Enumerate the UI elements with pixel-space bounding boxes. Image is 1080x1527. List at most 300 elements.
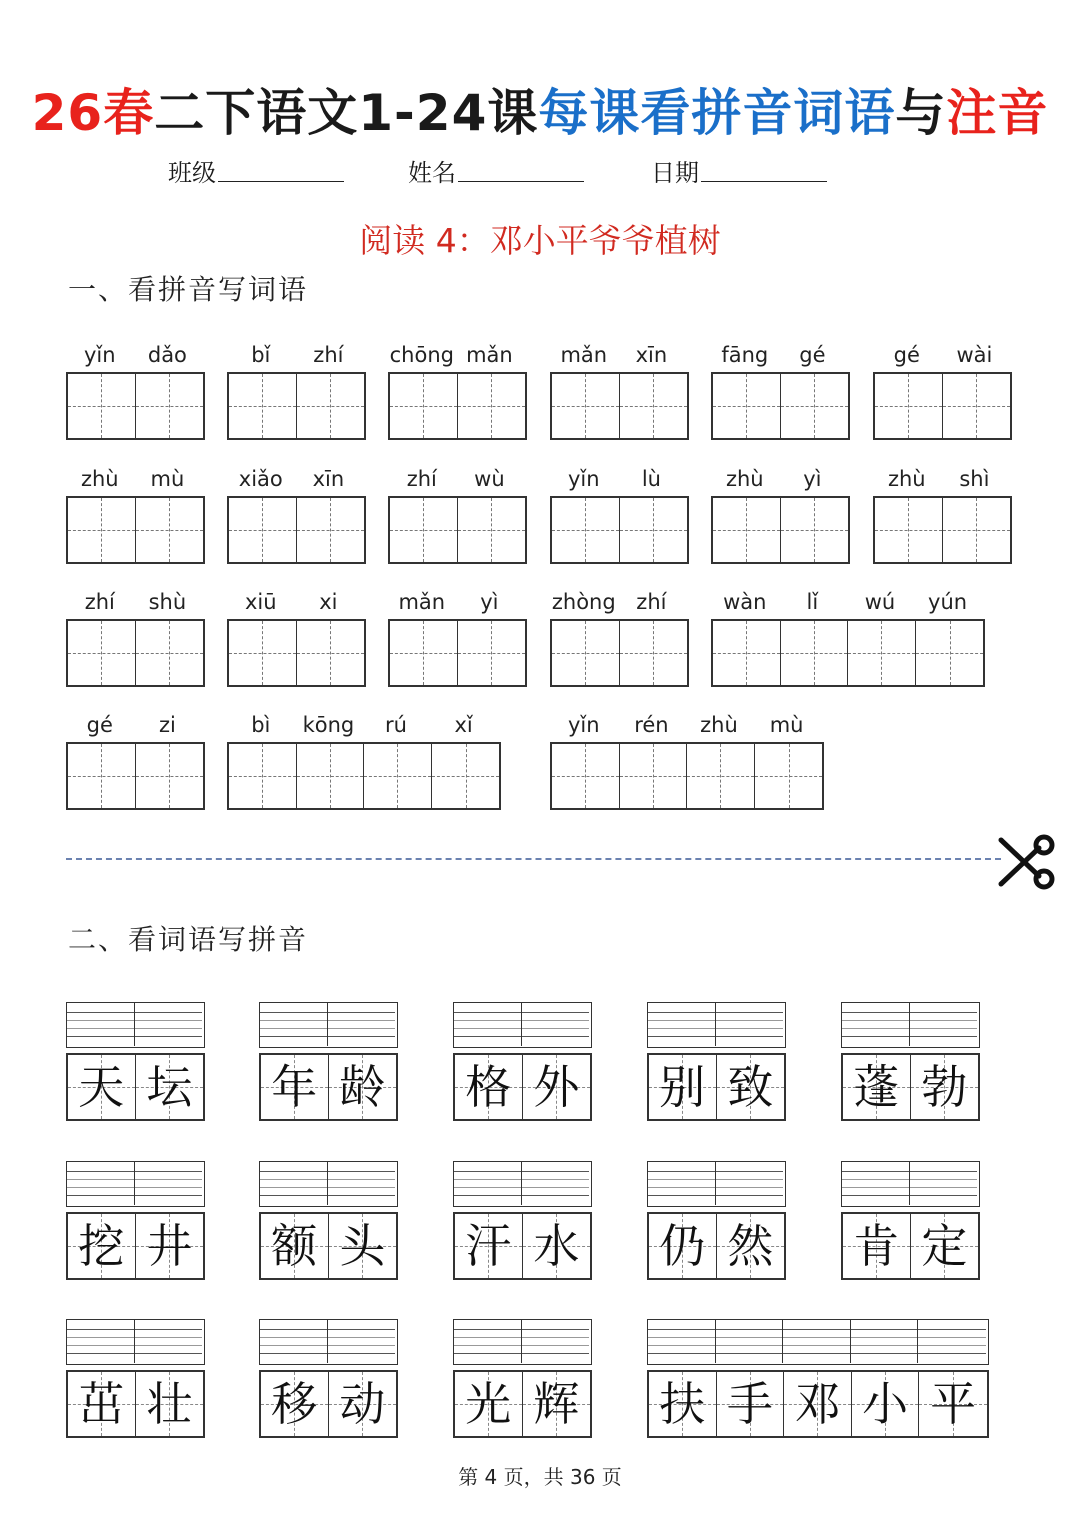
writing-box-row [550, 619, 689, 687]
character: 手 [726, 1377, 773, 1431]
tianzige-box[interactable] [781, 374, 849, 438]
pinyin-line-cell[interactable] [135, 1162, 203, 1205]
pinyin-group [388, 338, 527, 440]
pinyin-syllable: yì [803, 467, 822, 491]
pinyin-row [227, 462, 366, 496]
pinyin-row [711, 338, 850, 372]
character-cell [261, 1055, 329, 1119]
character-cell [843, 1214, 911, 1278]
pinyin-group [711, 462, 850, 564]
character: 辉 [533, 1377, 580, 1431]
pinyin-line-cell[interactable] [328, 1320, 396, 1363]
pinyin-line-cell[interactable] [648, 1162, 716, 1205]
name-field[interactable] [408, 155, 584, 191]
tianzige-box[interactable] [713, 621, 781, 685]
writing-box-row [227, 372, 366, 440]
pinyin-group [66, 585, 205, 687]
tianzige-box[interactable] [229, 374, 297, 438]
tianzige-box[interactable] [136, 621, 204, 685]
character: 肯 [853, 1219, 900, 1273]
tianzige-box[interactable] [432, 744, 500, 808]
writing-box-row [873, 372, 1012, 440]
character-cell [261, 1372, 329, 1436]
pinyin-line-cell[interactable] [135, 1320, 203, 1363]
pinyin-syllable: wú [864, 590, 896, 614]
pinyin-group [66, 462, 205, 564]
character: 光 [465, 1377, 512, 1431]
pinyin-line-cell[interactable] [454, 1320, 522, 1363]
tianzige-box[interactable] [552, 498, 620, 562]
character-box-row [647, 1212, 786, 1280]
tianzige-box[interactable] [713, 498, 781, 562]
name-blank[interactable] [458, 155, 584, 182]
pinyin-line-cell[interactable] [260, 1003, 328, 1046]
tianzige-box[interactable] [620, 498, 688, 562]
tianzige-box[interactable] [458, 621, 526, 685]
pinyin-syllable: fāng [721, 343, 769, 367]
character: 扶 [659, 1377, 706, 1431]
pinyin-syllable: kōng [302, 713, 355, 737]
character-box-row [259, 1212, 398, 1280]
pinyin-group [227, 338, 366, 440]
pinyin-line-cell[interactable] [522, 1162, 590, 1205]
character: 外 [533, 1060, 580, 1114]
pinyin-group [550, 585, 689, 687]
class-label: 班级 [168, 159, 216, 187]
pinyin-line-cell[interactable] [135, 1003, 203, 1046]
pinyin-syllable: rú [385, 713, 407, 737]
character: 天 [78, 1060, 125, 1114]
pinyin-syllable: yì [480, 590, 499, 614]
pinyin-syllable: zhí [406, 467, 437, 491]
pinyin-syllable: wài [956, 343, 993, 367]
pinyin-group [227, 585, 366, 687]
pinyin-syllable: xīn [635, 343, 668, 367]
character-cell [136, 1372, 204, 1436]
pinyin-line-cell[interactable] [67, 1162, 135, 1205]
word-group [841, 1161, 980, 1280]
pinyin-row [550, 585, 689, 619]
pinyin-writing-lines [841, 1161, 980, 1207]
tianzige-box[interactable] [136, 374, 204, 438]
pinyin-writing-lines [66, 1319, 205, 1365]
tianzige-box[interactable] [620, 744, 688, 808]
pinyin-line-cell[interactable] [522, 1320, 590, 1363]
pinyin-syllable: xiǎo [238, 467, 283, 491]
writing-box-row [388, 496, 527, 564]
character: 然 [727, 1219, 774, 1273]
writing-box-row [711, 372, 850, 440]
pinyin-syllable: xiū [245, 590, 277, 614]
character-cell [261, 1214, 329, 1278]
class-field[interactable] [168, 155, 344, 191]
character-cell [329, 1372, 397, 1436]
tianzige-box[interactable] [687, 744, 755, 808]
character-cell [911, 1214, 979, 1278]
pinyin-syllable: wù [474, 467, 505, 491]
pinyin-writing-lines [453, 1161, 592, 1207]
pinyin-row [711, 585, 985, 619]
tianzige-box[interactable] [297, 498, 365, 562]
character-cell [329, 1214, 397, 1278]
character-cell [455, 1214, 523, 1278]
tianzige-box[interactable] [297, 621, 365, 685]
character-box-row [453, 1212, 592, 1280]
tianzige-box[interactable] [755, 744, 823, 808]
writing-box-row [550, 496, 689, 564]
character-box-row [66, 1053, 205, 1121]
character-cell [717, 1214, 785, 1278]
word-group [66, 1319, 205, 1438]
pinyin-line-cell[interactable] [910, 1162, 978, 1205]
writing-box-row [550, 742, 824, 810]
pinyin-line-cell[interactable] [454, 1003, 522, 1046]
writing-box-row [66, 372, 205, 440]
pinyin-row [388, 585, 527, 619]
name-label: 姓名 [408, 159, 456, 187]
writing-box-row [711, 619, 985, 687]
pinyin-line-cell[interactable] [260, 1162, 328, 1205]
pinyin-line-cell[interactable] [851, 1320, 919, 1363]
pinyin-syllable: dǎo [147, 343, 187, 367]
character-box-row [259, 1370, 398, 1438]
pinyin-row [550, 338, 689, 372]
pinyin-line-cell[interactable] [648, 1320, 716, 1363]
pinyin-syllable: zhí [313, 343, 344, 367]
pinyin-syllable: zhù [725, 467, 764, 491]
pinyin-syllable: yǐn [568, 713, 600, 737]
character: 汗 [465, 1219, 512, 1273]
pinyin-writing-lines [841, 1002, 980, 1048]
character-cell [455, 1055, 523, 1119]
character: 定 [921, 1219, 968, 1273]
character: 壮 [146, 1377, 193, 1431]
word-group [259, 1161, 398, 1280]
pinyin-row [227, 338, 366, 372]
pinyin-writing-lines [453, 1002, 592, 1048]
character-cell [649, 1214, 717, 1278]
character: 年 [271, 1060, 318, 1114]
date-label: 日期 [651, 159, 699, 187]
tianzige-box[interactable] [297, 374, 365, 438]
word-group [647, 1002, 786, 1121]
writing-box-row [66, 496, 205, 564]
pinyin-row [873, 462, 1012, 496]
tianzige-box[interactable] [229, 744, 297, 808]
pinyin-syllable: xīn [312, 467, 345, 491]
pinyin-row [66, 462, 205, 496]
tianzige-box[interactable] [875, 498, 943, 562]
pinyin-line-cell[interactable] [910, 1003, 978, 1046]
pinyin-line-cell[interactable] [328, 1162, 396, 1205]
character-cell [136, 1214, 204, 1278]
tianzige-box[interactable] [297, 744, 365, 808]
date-blank[interactable] [701, 155, 827, 182]
pinyin-group [550, 708, 824, 810]
pinyin-syllable: zhù [80, 467, 119, 491]
pinyin-syllable: xǐ [454, 713, 473, 737]
word-group [453, 1319, 592, 1438]
pinyin-syllable: yún [928, 590, 968, 614]
character-cell [649, 1055, 717, 1119]
character-box-row [453, 1370, 592, 1438]
tianzige-box[interactable] [390, 498, 458, 562]
pinyin-line-cell[interactable] [783, 1320, 851, 1363]
pinyin-syllable: chōng [389, 343, 454, 367]
character-cell [843, 1055, 911, 1119]
character-box-row [259, 1053, 398, 1121]
character-cell [329, 1055, 397, 1119]
writing-box-row [388, 619, 527, 687]
character-cell [68, 1214, 136, 1278]
tianzige-box[interactable] [943, 498, 1011, 562]
pinyin-syllable: mǎn [466, 343, 513, 367]
pinyin-row [388, 462, 527, 496]
pinyin-syllable: mù [150, 467, 185, 491]
pinyin-syllable: zhí [636, 590, 667, 614]
character: 头 [339, 1219, 386, 1273]
character-cell [784, 1372, 852, 1436]
pinyin-syllable: wàn [723, 590, 767, 614]
pinyin-syllable: zhòng [551, 590, 616, 614]
title-part-red-2: 注音 [946, 84, 1049, 142]
character: 坛 [146, 1060, 193, 1114]
character-cell [717, 1055, 785, 1119]
pinyin-group [711, 585, 985, 687]
pinyin-group [873, 462, 1012, 564]
lesson-title: 阅读 4：邓小平爷爷植树 [359, 221, 721, 260]
character: 挖 [78, 1219, 125, 1273]
cut-line [66, 858, 1001, 860]
tianzige-box[interactable] [136, 498, 204, 562]
tianzige-box[interactable] [229, 621, 297, 685]
pinyin-line-cell[interactable] [842, 1003, 910, 1046]
character-box-row [647, 1053, 786, 1121]
pinyin-syllable: xi [319, 590, 338, 614]
character: 龄 [339, 1060, 386, 1114]
tianzige-box[interactable] [875, 374, 943, 438]
character: 井 [146, 1219, 193, 1273]
title-part-red-1: 26春 [31, 84, 155, 142]
tianzige-box[interactable] [848, 621, 916, 685]
writing-box-row [388, 372, 527, 440]
pinyin-syllable: gé [799, 343, 826, 367]
pinyin-writing-lines [259, 1161, 398, 1207]
character-cell [136, 1055, 204, 1119]
word-group [453, 1161, 592, 1280]
tianzige-box[interactable] [68, 374, 136, 438]
word-group [259, 1319, 398, 1438]
writing-box-row [227, 619, 366, 687]
character: 格 [465, 1060, 512, 1114]
pinyin-line-cell[interactable] [648, 1003, 716, 1046]
pinyin-group [388, 585, 527, 687]
pinyin-writing-lines [66, 1161, 205, 1207]
pinyin-row [227, 708, 501, 742]
pinyin-syllable: zi [158, 713, 176, 737]
tianzige-box[interactable] [781, 621, 849, 685]
pinyin-row [66, 585, 205, 619]
pinyin-line-cell[interactable] [522, 1003, 590, 1046]
pinyin-group [550, 338, 689, 440]
pinyin-syllable: gé [893, 343, 920, 367]
pinyin-syllable: bǐ [251, 343, 271, 367]
tianzige-box[interactable] [620, 621, 688, 685]
pinyin-group [388, 462, 527, 564]
section1-title: 一、看拼音写词语 [68, 273, 309, 306]
pinyin-writing-lines [647, 1161, 786, 1207]
pinyin-syllable: bì [251, 713, 271, 737]
writing-box-row [227, 496, 366, 564]
pinyin-writing-lines [259, 1002, 398, 1048]
writing-box-row [550, 372, 689, 440]
pinyin-row [711, 462, 850, 496]
pinyin-row [66, 338, 205, 372]
section2-title: 二、看词语写拼音 [68, 923, 309, 956]
pinyin-syllable: gé [86, 713, 113, 737]
pinyin-line-cell[interactable] [842, 1162, 910, 1205]
tianzige-box[interactable] [943, 374, 1011, 438]
pinyin-syllable: lù [641, 467, 661, 491]
character-box-row [453, 1053, 592, 1121]
tianzige-box[interactable] [390, 374, 458, 438]
character-cell [523, 1372, 591, 1436]
tianzige-box[interactable] [68, 621, 136, 685]
character: 邓 [794, 1377, 841, 1431]
character: 蓬 [853, 1060, 900, 1114]
pinyin-syllable: yǐn [568, 467, 600, 491]
pinyin-line-cell[interactable] [918, 1320, 986, 1363]
tianzige-box[interactable] [620, 374, 688, 438]
tianzige-box[interactable] [458, 374, 526, 438]
pinyin-writing-lines [647, 1002, 786, 1048]
pinyin-group [873, 338, 1012, 440]
class-blank[interactable] [218, 155, 344, 182]
pinyin-line-cell[interactable] [67, 1320, 135, 1363]
pinyin-syllable: mǎn [560, 343, 608, 367]
title-part-blue: 每课看拼音词语 [538, 84, 896, 142]
page-title [0, 78, 1080, 148]
pinyin-syllable: zhù [887, 467, 926, 491]
tianzige-box[interactable] [68, 498, 136, 562]
character-cell [717, 1372, 785, 1436]
character-cell [68, 1372, 136, 1436]
pinyin-syllable: lǐ [806, 590, 819, 614]
character-box-row [647, 1370, 989, 1438]
tianzige-box[interactable] [458, 498, 526, 562]
character: 水 [533, 1219, 580, 1273]
character-box-row [66, 1212, 205, 1280]
page-number: 第 4 页，共 36 页 [458, 1465, 622, 1489]
character: 小 [862, 1377, 909, 1431]
date-field[interactable] [651, 155, 827, 191]
pinyin-syllable: zhù [700, 713, 738, 737]
pinyin-syllable: mù [769, 713, 804, 737]
character: 移 [271, 1377, 318, 1431]
pinyin-line-cell[interactable] [716, 1162, 784, 1205]
scissors-icon [993, 832, 1057, 892]
pinyin-group [227, 708, 501, 810]
word-group [453, 1002, 592, 1121]
writing-box-row [873, 496, 1012, 564]
writing-box-row [66, 619, 205, 687]
pinyin-row [388, 338, 527, 372]
pinyin-writing-lines [453, 1319, 592, 1365]
pinyin-row [227, 585, 366, 619]
tianzige-box[interactable] [916, 621, 984, 685]
pinyin-line-cell[interactable] [328, 1003, 396, 1046]
pinyin-syllable: mǎn [398, 590, 446, 614]
pinyin-group [550, 462, 689, 564]
word-group [66, 1161, 205, 1280]
character: 仍 [659, 1219, 706, 1273]
tianzige-box[interactable] [713, 374, 781, 438]
character-cell [852, 1372, 920, 1436]
title-part-dark-1: 二下语文1-24课 [154, 84, 539, 142]
pinyin-row [66, 708, 205, 742]
tianzige-box[interactable] [364, 744, 432, 808]
word-group [647, 1161, 786, 1280]
character: 别 [659, 1060, 706, 1114]
character-box-row [66, 1370, 205, 1438]
character-cell [911, 1055, 979, 1119]
writing-box-row [227, 742, 501, 810]
tianzige-box[interactable] [68, 744, 136, 808]
character-box-row [841, 1212, 980, 1280]
pinyin-group [227, 462, 366, 564]
word-group [259, 1002, 398, 1121]
pinyin-row [550, 462, 689, 496]
tianzige-box[interactable] [229, 498, 297, 562]
pinyin-line-cell[interactable] [716, 1320, 784, 1363]
word-group [66, 1002, 205, 1121]
character-cell [523, 1055, 591, 1119]
tianzige-box[interactable] [781, 498, 849, 562]
pinyin-syllable: zhí [84, 590, 115, 614]
pinyin-syllable: shù [148, 590, 187, 614]
pinyin-syllable: shì [959, 467, 990, 491]
pinyin-line-cell[interactable] [260, 1320, 328, 1363]
character-cell [68, 1055, 136, 1119]
character-box-row [841, 1053, 980, 1121]
pinyin-line-cell[interactable] [67, 1003, 135, 1046]
character-cell [523, 1214, 591, 1278]
tianzige-box[interactable] [136, 744, 204, 808]
character: 平 [930, 1377, 977, 1431]
word-group [841, 1002, 980, 1121]
pinyin-writing-lines [647, 1319, 989, 1365]
pinyin-line-cell[interactable] [454, 1162, 522, 1205]
tianzige-box[interactable] [552, 374, 620, 438]
word-group [647, 1319, 989, 1438]
character-cell [649, 1372, 717, 1436]
character: 勃 [921, 1060, 968, 1114]
character: 茁 [78, 1377, 125, 1431]
character: 致 [727, 1060, 774, 1114]
tianzige-box[interactable] [552, 744, 620, 808]
pinyin-group [711, 338, 850, 440]
character-cell [455, 1372, 523, 1436]
character: 动 [339, 1377, 386, 1431]
tianzige-box[interactable] [390, 621, 458, 685]
pinyin-row [873, 338, 1012, 372]
writing-box-row [66, 742, 205, 810]
pinyin-group [66, 708, 205, 810]
pinyin-line-cell[interactable] [716, 1003, 784, 1046]
character-cell [919, 1372, 987, 1436]
tianzige-box[interactable] [552, 621, 620, 685]
pinyin-writing-lines [259, 1319, 398, 1365]
